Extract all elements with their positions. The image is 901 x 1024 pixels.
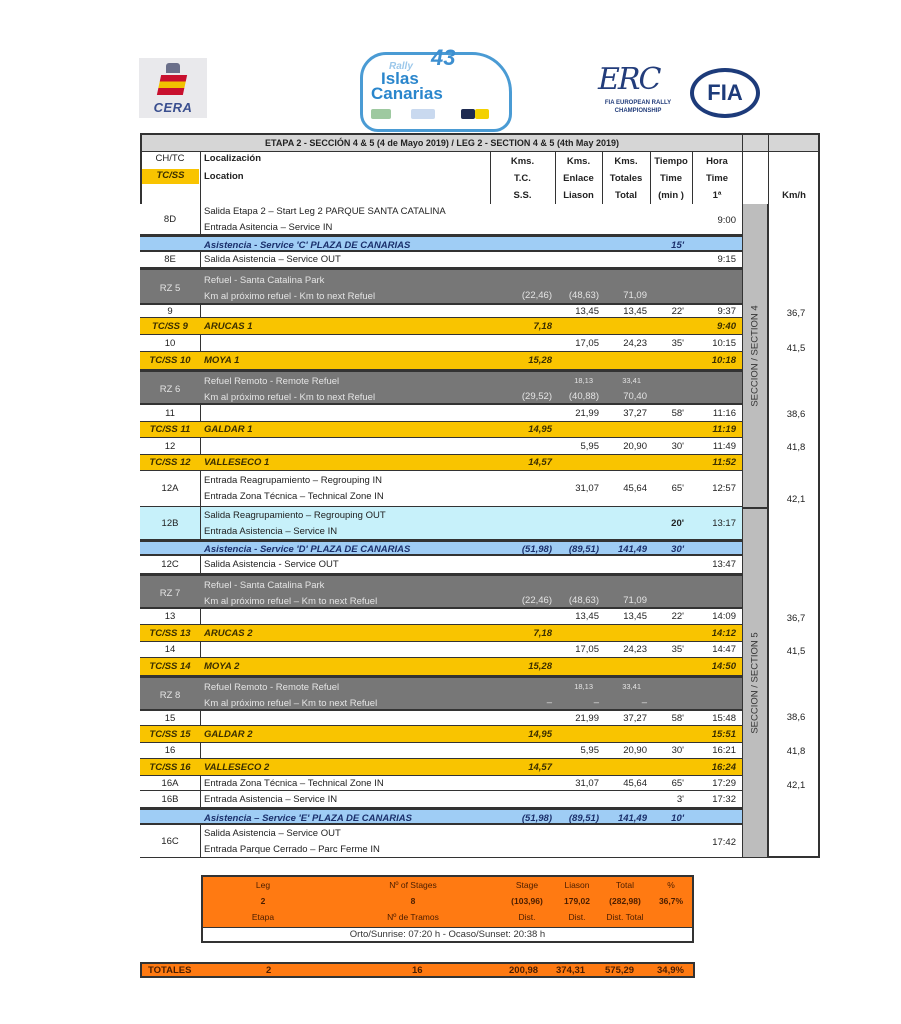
summary-pct-label: % xyxy=(667,880,675,890)
table-row xyxy=(140,405,742,422)
control-code: RZ 5 xyxy=(159,283,181,294)
hora-value: 17:32 xyxy=(712,794,736,805)
enlace-value: 21,99 xyxy=(575,408,599,419)
control-code: 8D xyxy=(163,214,177,225)
hora-value: 14:50 xyxy=(711,661,736,672)
enlace-value: (48,63) xyxy=(568,595,599,606)
kmh-value: 41,5 xyxy=(786,646,806,657)
crown-icon xyxy=(166,63,180,73)
hora-value: 11:19 xyxy=(712,424,736,435)
table-row xyxy=(140,711,742,726)
totals-label: TOTALES xyxy=(148,965,192,976)
kmh-value: 41,8 xyxy=(786,442,806,453)
enlace-value: 5,95 xyxy=(580,441,599,452)
enlace-value: 13,45 xyxy=(575,306,599,317)
enlace-value: (89,51) xyxy=(568,544,599,555)
stage-row xyxy=(140,455,742,471)
column-divider xyxy=(200,642,201,658)
control-code: RZ 6 xyxy=(159,384,181,395)
stage-row xyxy=(140,352,742,370)
totales-value: 70,40 xyxy=(623,391,647,402)
column-divider xyxy=(200,776,201,791)
stage-row xyxy=(140,726,742,743)
sponsor-logo xyxy=(411,109,435,119)
rally-line2: Canarias xyxy=(371,84,443,103)
location-text: Entrada Asistencia – Service IN xyxy=(204,526,338,537)
table-row xyxy=(140,609,742,625)
table-row xyxy=(140,791,742,808)
location-text: Refuel Remoto - Remote Refuel xyxy=(204,376,340,387)
location-text: Salida Asistencia – Service OUT xyxy=(204,828,341,839)
summary-stages-label: Nº of Stages xyxy=(389,880,437,890)
hora-value: 13:47 xyxy=(712,559,736,570)
hora-value: 17:29 xyxy=(712,778,736,789)
totales-value: 20,90 xyxy=(623,745,647,756)
control-code: TC/SS 9 xyxy=(152,321,188,332)
hora-value: 15:48 xyxy=(712,713,736,724)
tiempo-value: 30' xyxy=(671,544,684,555)
stage-row xyxy=(140,318,742,335)
tiempo-value: 22' xyxy=(671,611,684,622)
tiempo-value: 3' xyxy=(676,794,684,805)
control-code: RZ 8 xyxy=(159,690,181,701)
enlace-value: (48,63) xyxy=(568,290,599,301)
enlace-top-value: 18,13 xyxy=(574,682,593,691)
section-5-label: SECCION / SECTION 5 xyxy=(749,632,761,734)
summary-stage-label: Stage xyxy=(515,880,539,890)
hora-value: 9:15 xyxy=(717,254,736,265)
location-text: Refuel - Santa Catalina Park xyxy=(204,580,325,591)
location-text: Asistencia - Service 'C' PLAZA DE CANARIAS xyxy=(204,240,411,251)
location-text: Entrada Reagrupamiento – Regrouping IN xyxy=(204,475,382,486)
tc-value: (51,98) xyxy=(521,544,552,555)
summary-leg-sub: Etapa xyxy=(251,912,275,922)
totals-liason: 374,31 xyxy=(556,965,586,976)
header-ss: TC/SS xyxy=(142,169,199,184)
location-text: MOYA 2 xyxy=(204,661,240,672)
service-row xyxy=(140,808,742,825)
kmh-value: 42,1 xyxy=(786,494,806,505)
tc-value: (29,52) xyxy=(521,391,552,402)
location-text: VALLESECO 2 xyxy=(204,762,270,773)
control-code: 16A xyxy=(161,778,179,789)
totals-legs: 2 xyxy=(266,965,272,976)
table-row xyxy=(140,252,742,268)
rally-word: Rally xyxy=(389,61,413,72)
hora-value: 12:57 xyxy=(712,483,736,494)
hora-value: 14:09 xyxy=(712,611,736,622)
erc-mark: ERC xyxy=(598,62,660,97)
hora-value: 14:47 xyxy=(712,644,736,655)
table-row xyxy=(140,204,742,235)
summary-orange-band xyxy=(203,877,692,928)
refuel-row xyxy=(140,370,742,405)
sponsor-logo xyxy=(475,109,489,119)
summary-total-label: Total xyxy=(616,880,634,890)
refuel-row xyxy=(140,268,742,305)
tc-value: 7,18 xyxy=(533,321,552,332)
totales-value: 24,23 xyxy=(623,338,647,349)
totales-value: 13,45 xyxy=(623,611,647,622)
tiempo-value: 20' xyxy=(671,518,684,529)
summary-stages-value: 8 xyxy=(410,896,416,906)
header-kmh: Km/h xyxy=(782,190,806,201)
location-text: Salida Etapa 2 – Start Leg 2 PARQUE SANTA CATALINA xyxy=(204,206,446,217)
service-row xyxy=(140,540,742,556)
erc-line1: FIA EUROPEAN RALLY xyxy=(604,100,672,106)
table-row xyxy=(140,642,742,658)
tiempo-value: 65' xyxy=(671,483,684,494)
location-text: Salida Asistencia - Service OUT xyxy=(204,559,339,570)
kmh-value: 38,6 xyxy=(786,409,806,420)
hora-value: 16:21 xyxy=(712,745,736,756)
totals-stage: 200,98 xyxy=(509,965,539,976)
header-ch: CH/TC xyxy=(155,153,185,164)
location-text: VALLESECO 1 xyxy=(204,457,270,468)
column-divider xyxy=(200,825,201,858)
location-text: Km al próximo refuel – Km to next Refuel xyxy=(204,698,378,709)
table-row xyxy=(140,556,742,574)
totales-value: 45,64 xyxy=(623,778,647,789)
rally-number: 43 xyxy=(431,45,456,70)
cera-logo-text: CERA xyxy=(153,100,193,115)
hora-value: 14:12 xyxy=(711,628,736,639)
totales-value: 141,49 xyxy=(617,544,647,555)
tc-value: – xyxy=(546,697,552,708)
totals-stages: 16 xyxy=(412,965,423,976)
header-enlace: Kms. Enlace Liason xyxy=(563,156,594,201)
kmh-value: 41,5 xyxy=(786,343,806,354)
table-row xyxy=(140,305,742,318)
location-text: GALDAR 1 xyxy=(204,424,253,435)
sponsor-logo xyxy=(461,109,475,119)
location-text: ARUCAS 2 xyxy=(204,628,253,639)
stage-row xyxy=(140,759,742,776)
enlace-value: (89,51) xyxy=(568,813,599,824)
column-divider xyxy=(200,711,201,726)
tiempo-value: 35' xyxy=(671,644,684,655)
refuel-row xyxy=(140,676,742,711)
totals-total: 575,29 xyxy=(605,965,635,976)
kmh-value: 36,7 xyxy=(786,308,806,319)
control-code: 16C xyxy=(161,836,179,847)
header-hora: Hora Time 1ª xyxy=(705,156,728,201)
kmh-value: 42,1 xyxy=(786,780,806,791)
rally-islas-canarias-logo xyxy=(360,45,512,132)
fia-logo-text: FIA xyxy=(707,80,743,105)
totals-bar xyxy=(140,962,695,978)
totales-value: 37,27 xyxy=(623,408,647,419)
hora-value: 9:00 xyxy=(717,215,736,226)
summary-liason-sub: Dist. xyxy=(568,912,586,922)
hora-value: 13:17 xyxy=(712,518,736,529)
kmh-value: 41,8 xyxy=(786,746,806,757)
column-divider xyxy=(200,204,201,235)
location-text: Km al próximo refuel – Km to next Refuel xyxy=(204,596,378,607)
control-code: 12 xyxy=(164,441,176,452)
column-divider xyxy=(200,556,201,574)
control-code: TC/SS 12 xyxy=(149,457,191,468)
header-tc: Kms. T.C. S.S. xyxy=(510,156,535,201)
column-divider xyxy=(200,252,201,268)
totales-value: – xyxy=(641,697,647,708)
hora-value: 11:52 xyxy=(712,457,736,468)
tiempo-value: 15' xyxy=(671,240,684,251)
enlace-top-value: 18,13 xyxy=(574,376,593,385)
location-text: MOYA 1 xyxy=(204,355,240,366)
stage-row xyxy=(140,658,742,676)
summary-total-value: (282,98) xyxy=(609,896,641,906)
enlace-value: 21,99 xyxy=(575,713,599,724)
tiempo-value: 10' xyxy=(671,813,684,824)
tc-value: 14,95 xyxy=(528,424,552,435)
summary-leg-value: 2 xyxy=(260,896,266,906)
tc-value: 14,57 xyxy=(528,762,552,773)
location-text: Salida Reagrupamiento – Regrouping OUT xyxy=(204,510,386,521)
tiempo-value: 65' xyxy=(671,778,684,789)
column-divider xyxy=(200,609,201,625)
location-text: Entrada Parque Cerrado – Parc Ferme IN xyxy=(204,844,380,855)
column-divider xyxy=(200,335,201,352)
control-code: TC/SS 14 xyxy=(149,661,191,672)
totales-value: 13,45 xyxy=(623,306,647,317)
sponsor-logo xyxy=(371,109,391,119)
column-divider xyxy=(200,743,201,759)
control-code: 14 xyxy=(164,644,176,655)
enlace-value: (40,88) xyxy=(568,391,599,402)
totales-value: 71,09 xyxy=(623,595,647,606)
control-code: 12C xyxy=(161,559,179,570)
summary-pct-value: 36,7% xyxy=(658,896,684,906)
table-row xyxy=(140,471,742,507)
stage-row xyxy=(140,422,742,438)
control-code: 10 xyxy=(164,338,176,349)
enlace-value: – xyxy=(593,697,599,708)
sunrise-sunset: Orto/Sunrise: 07:20 h - Ocaso/Sunset: 20:38 h xyxy=(349,929,546,940)
table-row xyxy=(140,825,742,858)
totals-pct: 34,9% xyxy=(657,965,684,976)
location-text: Salida Asistencia – Service OUT xyxy=(204,254,341,265)
summary-total-sub: Dist. Total xyxy=(606,912,644,922)
location-text: Refuel Remoto - Remote Refuel xyxy=(204,682,340,693)
table-row xyxy=(140,507,742,540)
enlace-value: 31,07 xyxy=(575,778,599,789)
summary-stage-value: (103,96) xyxy=(511,896,543,906)
control-code: 12A xyxy=(161,483,179,494)
header-totales: Kms. Totales Total xyxy=(609,156,643,201)
tiempo-value: 58' xyxy=(671,713,684,724)
hora-value: 9:40 xyxy=(716,321,736,332)
title-bar-right xyxy=(742,135,818,151)
enlace-value: 17,05 xyxy=(575,644,599,655)
table-row xyxy=(140,743,742,759)
control-code: 8E xyxy=(164,254,176,265)
tc-value: 7,18 xyxy=(533,628,552,639)
rally-line1: Islas xyxy=(381,69,419,88)
totales-top-value: 33,41 xyxy=(622,682,641,691)
tc-value: 14,95 xyxy=(528,729,552,740)
column-divider xyxy=(200,305,201,318)
totales-value: 71,09 xyxy=(623,290,647,301)
location-text: Asistencia - Service 'D' PLAZA DE CANARIAS xyxy=(204,544,411,555)
column-divider xyxy=(200,438,201,455)
control-code: 12B xyxy=(161,518,179,529)
service-row xyxy=(140,235,742,252)
header-tiempo: Tiempo Time (min ) xyxy=(654,156,688,201)
tc-value: (22,46) xyxy=(521,290,552,301)
section-4-bar xyxy=(742,204,768,507)
column-divider xyxy=(200,791,201,808)
leg-summary xyxy=(201,875,694,943)
section-5-bar xyxy=(742,507,768,857)
control-code: 11 xyxy=(165,408,175,419)
tc-value: 14,57 xyxy=(528,457,552,468)
totales-top-value: 33,41 xyxy=(622,376,641,385)
control-code: 16 xyxy=(164,745,176,756)
refuel-row xyxy=(140,574,742,609)
tc-value: 15,28 xyxy=(528,661,552,672)
flag-icon xyxy=(157,75,187,95)
totales-value: 45,64 xyxy=(623,483,647,494)
table-row xyxy=(140,776,742,791)
column-divider xyxy=(200,405,201,422)
totales-value: 20,90 xyxy=(623,441,647,452)
location-text: Asistencia – Service 'E' PLAZA DE CANARIAS xyxy=(204,813,412,824)
summary-liason-label: Liason xyxy=(564,880,590,890)
column-divider xyxy=(200,471,201,507)
hora-value: 10:18 xyxy=(711,355,736,366)
control-code: TC/SS 16 xyxy=(149,762,191,773)
hora-value: 17:42 xyxy=(712,837,736,848)
enlace-value: 13,45 xyxy=(575,611,599,622)
control-code: RZ 7 xyxy=(159,588,181,599)
enlace-value: 17,05 xyxy=(575,338,599,349)
stage-row xyxy=(140,625,742,642)
kmh-value: 38,6 xyxy=(786,712,806,723)
control-code: TC/SS 13 xyxy=(149,628,191,639)
summary-stages-sub: Nº de Tramos xyxy=(387,912,439,922)
table-title: ETAPA 2 - SECCIÓN 4 & 5 (4 de Mayo 2019) / LEG 2 - SECTION 4 & 5 (4th May 2019) xyxy=(265,138,619,148)
summary-stage-sub: Dist. xyxy=(518,912,536,922)
tiempo-value: 35' xyxy=(671,338,684,349)
hora-value: 10:15 xyxy=(712,338,736,349)
control-code: 15 xyxy=(164,713,176,724)
column-divider xyxy=(200,507,201,540)
totales-value: 141,49 xyxy=(617,813,647,824)
summary-liason-value: 179,02 xyxy=(564,896,590,906)
table-row xyxy=(140,335,742,352)
location-text: Km al próximo refuel - Km to next Refuel xyxy=(204,392,376,403)
location-text: Entrada Zona Técnica – Technical Zone IN xyxy=(204,491,384,502)
location-text: Entrada Asistencia – Service IN xyxy=(204,794,338,805)
location-text: ARUCAS 1 xyxy=(204,321,253,332)
tc-value: (22,46) xyxy=(521,595,552,606)
table-row xyxy=(140,438,742,455)
header-loc1: Localización xyxy=(204,153,262,164)
hora-value: 9:37 xyxy=(717,306,736,317)
fia-logo xyxy=(690,68,760,118)
control-code: 13 xyxy=(164,611,176,622)
erc-line2: CHAMPIONSHIP xyxy=(614,108,662,114)
hora-value: 11:49 xyxy=(712,441,736,452)
control-code: TC/SS 15 xyxy=(149,729,191,740)
summary-leg-label: Leg xyxy=(255,880,271,890)
location-text: Entrada Zona Técnica – Technical Zone IN xyxy=(204,778,384,789)
cera-logo xyxy=(139,58,207,118)
erc-logo xyxy=(592,64,684,120)
header-loc2: Location xyxy=(204,171,244,182)
location-text: Km al próximo refuel - Km to next Refuel xyxy=(204,291,376,302)
section-4-label: SECCION / SECTION 4 xyxy=(749,304,761,407)
location-text: GALDAR 2 xyxy=(204,729,253,740)
tiempo-value: 30' xyxy=(671,745,684,756)
tiempo-value: 58' xyxy=(671,408,684,419)
tiempo-value: 22' xyxy=(671,306,684,317)
control-code: TC/SS 10 xyxy=(149,355,191,366)
hora-value: 16:24 xyxy=(711,762,736,773)
location-text: Refuel - Santa Catalina Park xyxy=(204,275,325,286)
kmh-value: 36,7 xyxy=(786,613,806,624)
tiempo-value: 30' xyxy=(671,441,684,452)
hora-value: 15:51 xyxy=(711,729,736,740)
enlace-value: 31,07 xyxy=(575,483,599,494)
totales-value: 37,27 xyxy=(623,713,647,724)
control-code: 9 xyxy=(167,306,173,317)
location-text: Entrada Asitencia – Service IN xyxy=(204,222,333,233)
tc-value: 15,28 xyxy=(528,355,552,366)
control-code: 16B xyxy=(161,794,179,805)
tc-value: (51,98) xyxy=(521,813,552,824)
hora-value: 11:16 xyxy=(712,408,736,419)
enlace-value: 5,95 xyxy=(580,745,599,756)
totales-value: 24,23 xyxy=(623,644,647,655)
control-code: TC/SS 11 xyxy=(149,424,191,435)
